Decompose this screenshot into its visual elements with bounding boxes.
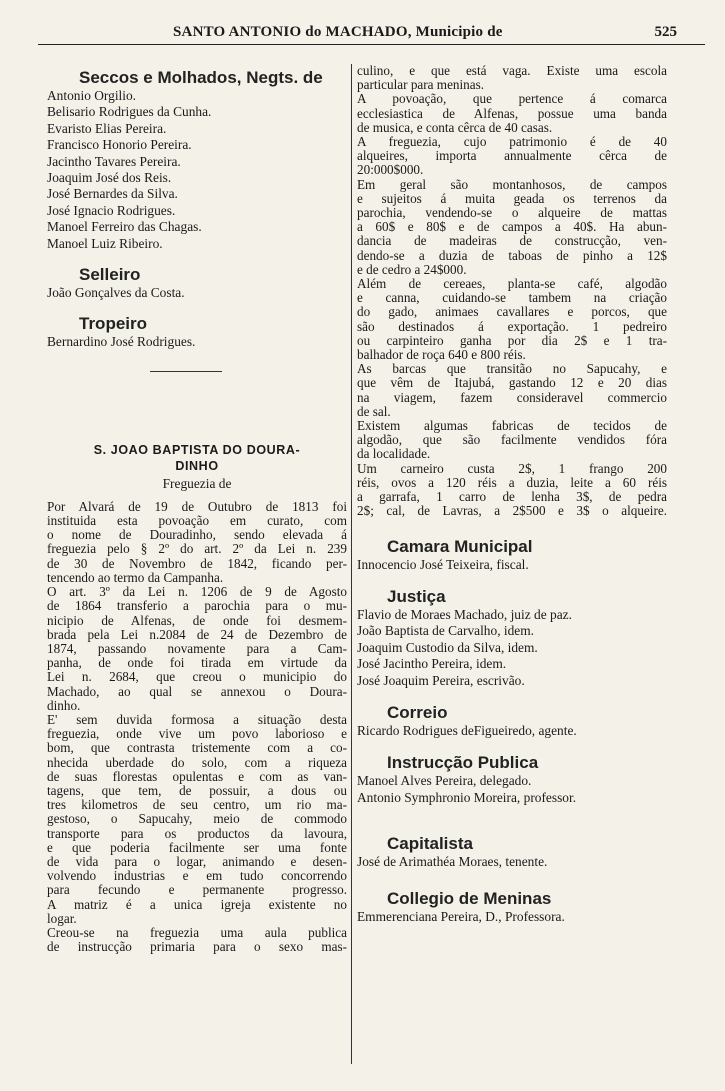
- list-item: Flavio de Moraes Machado, juiz de paz.: [357, 606, 572, 622]
- text-line: Lei n. 2684, que creou o municipio do: [47, 669, 347, 685]
- seccos-list: [47, 88, 347, 252]
- text-line: Creou-se na freguezia uma aula publica: [47, 924, 347, 940]
- section-heading-justica: Justiça: [387, 586, 446, 606]
- text-line: dancia de madeiras de construcção, ven-: [357, 233, 667, 249]
- text-line: A povoação, que pertence á comarca: [357, 91, 667, 107]
- list-item: Manoel Luiz Ribeiro.: [47, 235, 163, 251]
- text-line: do gado, animaes cavallares e porcos, que: [357, 304, 667, 320]
- text-line: Um carneiro custa 2$, 1 frango 200: [357, 460, 667, 476]
- text-line: que vêm de Itajubá, gastando 12 e 20 dias: [357, 375, 667, 391]
- parish-title-line2: DINHO: [175, 458, 219, 473]
- instruccao-list: [357, 773, 667, 806]
- text-line: algodão, que são facilmente vendidos fóra: [357, 432, 667, 448]
- parish-subtitle: Freguezia de: [162, 475, 232, 491]
- list-item: José Bernardes da Silva.: [47, 186, 178, 202]
- list-item: Emmerenciana Pereira, D., Professora.: [357, 908, 565, 924]
- list-item: Antonio Symphronio Moreira, professor.: [357, 789, 577, 805]
- list-item: Bernardino José Rodrigues.: [47, 334, 196, 350]
- header-title: SANTO ANTONIO do MACHADO, Municipio de: [173, 24, 503, 40]
- text-line: Por Alvará de 19 de Outubro de 1813 foi: [47, 498, 347, 514]
- text-line: panha, de onde foi tirada em virtude da: [47, 655, 347, 671]
- section-heading-instruccao: Instrucção Publica: [387, 753, 539, 773]
- text-line: particular para meninas.: [357, 77, 485, 93]
- text-line: instituida esta povoação em curato, com: [47, 513, 347, 529]
- text-line: alqueires, importa annualmente cêrca de: [357, 148, 667, 164]
- text-line: Em geral são montanhosos, de campos: [357, 176, 667, 192]
- text-line: de vida para o logar, animando e desen-: [47, 853, 347, 869]
- text-line: balhador de roça 640 e 800 réis.: [357, 347, 526, 363]
- text-line: de 1864 transferio a parochia para o mu-: [47, 598, 347, 614]
- running-header: [38, 22, 705, 45]
- right-column: [357, 64, 667, 925]
- text-line: de instrucção primaria para o sexo mas-: [47, 939, 347, 955]
- list-item: José de Arimathéa Moraes, tenente.: [357, 854, 548, 870]
- text-line: tres kilometros de seu centro, um rio ma-: [47, 797, 347, 813]
- parish-title-line1: S. JOAO BAPTISTA DO DOURA-: [93, 442, 301, 457]
- text-line: logar.: [47, 910, 77, 926]
- text-line: freguezia, onde vive um povo laborioso e: [47, 726, 347, 742]
- left-column: [47, 68, 347, 954]
- correio-list: [357, 723, 667, 739]
- section-heading-tropeiro: Tropeiro: [79, 314, 148, 334]
- list-item: Innocencio José Teixeira, fiscal.: [357, 556, 529, 572]
- text-line: volvendo industrias e em tudo concorrendo: [47, 868, 347, 884]
- text-line: o nome de Douradinho, sendo elevada á: [47, 527, 347, 543]
- text-line: parochia, vendendo-se o alqueire de mattas: [357, 205, 667, 221]
- list-item: Joaquim Custodio da Silva, idem.: [357, 639, 538, 655]
- text-line: de 30 de Novembro de 1842, ficando per-: [47, 555, 347, 571]
- list-item: Antonio Orgilio.: [47, 88, 137, 103]
- list-item: Belisario Rodrigues da Cunha.: [47, 104, 212, 120]
- tropeiro-list: [47, 334, 347, 350]
- list-item: Ricardo Rodrigues deFigueiredo, agente.: [357, 722, 577, 738]
- text-line: A matriz é a unica igreja existente no: [47, 896, 347, 912]
- section-heading-seccos: Seccos e Molhados, Negts. de: [79, 68, 323, 87]
- text-line: e de cedro a 24$000.: [357, 261, 467, 277]
- text-line: e sujeitos á muita geada os terrenos da: [357, 190, 667, 206]
- text-line: de suas florestas opulentas e com as van-: [47, 768, 347, 784]
- text-line: Além de cereaes, planta-se café, algodão: [357, 276, 667, 292]
- list-item: Francisco Honorio Pereira.: [47, 137, 192, 153]
- section-heading-camara: Camara Municipal: [387, 536, 533, 556]
- text-line: na viagem, fazem consideravel commercio: [357, 389, 667, 405]
- text-line: tagens, que tem, de possuir, a dous ou: [47, 782, 347, 798]
- list-item: João Baptista de Carvalho, idem.: [357, 623, 535, 639]
- parish-body: [47, 500, 347, 955]
- text-line: de musica, e conta cêrca de 40 casas.: [357, 119, 553, 135]
- list-item: Manoel Ferreiro das Chagas.: [47, 219, 202, 235]
- right-body: [357, 64, 667, 519]
- text-line: para fecundo e permanente progresso.: [47, 882, 347, 898]
- text-line: e canna, cuidando-se tambem na criação: [357, 290, 667, 306]
- text-line: O art. 3º da Lei n. 1206 de 9 de Agosto: [47, 584, 347, 600]
- text-line: 2$; cal, de Lavras, a 2$500 e 3$ o alqueire.: [357, 503, 667, 519]
- text-line: As barcas que transitão no Sapucahy, e: [357, 361, 667, 377]
- text-line: gestoso, o Sapucahy, meio de commodo: [47, 811, 347, 827]
- text-line: a garrafa, 1 carro de lenha 3$, de pedra: [357, 489, 667, 505]
- text-line: 1874, passando novamente para a Cam-: [47, 640, 347, 656]
- text-line: Existem algumas fabricas de tecidos de: [357, 418, 667, 434]
- list-item: José Ignacio Rodrigues.: [47, 202, 176, 218]
- justica-list: [357, 607, 667, 689]
- text-line: nhecida uberdade do solo, com a riqueza: [47, 754, 347, 770]
- text-line: réis, ovos a 120 réis a duzia, leite a 60 réis: [357, 474, 667, 490]
- selleiro-list: [47, 285, 347, 301]
- text-line: dinho.: [47, 697, 81, 713]
- text-line: brada pela Lei n.2084 de 24 de Dezembro de: [47, 626, 347, 642]
- text-line: A freguezia, cujo patrimonio é de 40: [357, 134, 667, 150]
- camara-list: [357, 557, 667, 573]
- text-line: dendo-se a duzia de taboas de pinho a 12$: [357, 247, 667, 263]
- page-number: 525: [654, 24, 677, 40]
- list-item: Manoel Alves Pereira, delegado.: [357, 773, 532, 789]
- section-heading-capitalista: Capitalista: [387, 834, 473, 854]
- section-heading-selleiro: Selleiro: [79, 265, 141, 285]
- section-heading-collegio: Collegio de Meninas: [387, 888, 552, 908]
- list-item: Jacintho Tavares Pereira.: [47, 153, 181, 169]
- list-item: Joaquim José dos Reis.: [47, 170, 172, 186]
- text-line: 20:000$000.: [357, 162, 424, 178]
- column-divider: [351, 64, 352, 1064]
- parish-title: [47, 442, 347, 474]
- text-line: freguezia pelo § 2º do art. 2º da Lei n. 239: [47, 541, 347, 557]
- text-line: e que poderia facilmente ser uma fonte: [47, 839, 347, 855]
- text-line: transporte para os productos da lavoura,: [47, 825, 347, 841]
- text-line: ou carpinteiro ganha por dia 2$ e 1 tra-: [357, 332, 667, 348]
- text-line: de sal.: [357, 403, 391, 419]
- text-line: nicipio de Alfenas, de onde foi desmem-: [47, 612, 347, 628]
- capitalista-list: [357, 854, 667, 870]
- list-item: José Jacintho Pereira, idem.: [357, 656, 507, 672]
- section-heading-correio: Correio: [387, 702, 448, 722]
- text-line: são destinados á exportação. 1 pedreiro: [357, 318, 667, 334]
- text-line: a 60$ e 80$ e de campos a 40$. Ha abun-: [357, 219, 667, 235]
- text-line: culino, e que está vaga. Existe uma escola: [357, 63, 667, 78]
- text-line: ecclesiastica de Alfenas, possue uma banda: [357, 105, 667, 121]
- text-line: tencendo ao termo da Campanha.: [47, 569, 224, 585]
- text-line: da localidade.: [357, 446, 431, 462]
- text-line: E' sem duvida formosa a situação desta: [47, 711, 347, 727]
- collegio-list: [357, 909, 667, 925]
- list-item: João Gonçalves da Costa.: [47, 285, 185, 301]
- text-line: bom, que contrasta tristemente com a co-: [47, 740, 347, 756]
- text-line: Machado, ao qual se annexou o Doura-: [47, 683, 347, 699]
- list-item: José Joaquim Pereira, escrivão.: [357, 672, 525, 688]
- list-item: Evaristo Elias Pereira.: [47, 120, 167, 136]
